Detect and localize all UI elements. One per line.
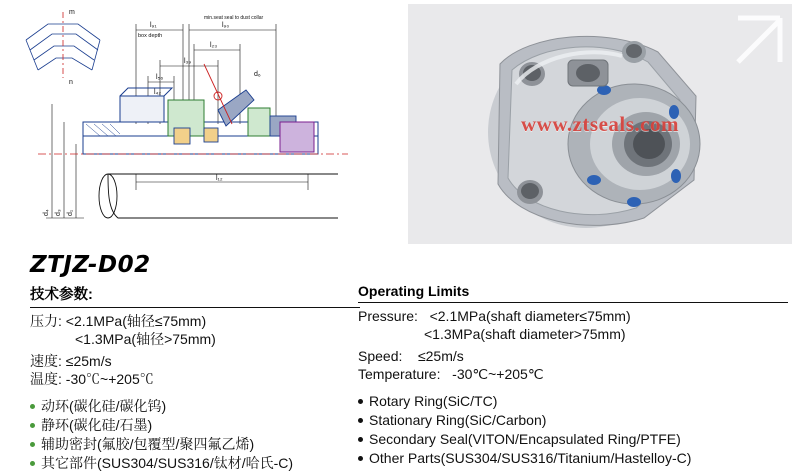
param-pressure-cn (30, 312, 360, 330)
watermark-text: www.ztseals.com (521, 112, 679, 136)
spec-heading-english: Operating Limits (358, 283, 470, 299)
label-l23: l₂₃ (210, 42, 218, 49)
param-temp-cn (30, 370, 360, 388)
label-n: n (69, 79, 73, 86)
param-speed-en-label: Speed: (358, 348, 403, 364)
bullet-dot-icon (358, 437, 363, 442)
param-pressure-en-label: Pressure: (358, 308, 418, 324)
bullet-dot-icon (30, 404, 35, 409)
param-pressure-en-value: <2.1MPa(shaft diameter≤75mm) (429, 308, 631, 324)
label-d4: d₄ (43, 209, 50, 216)
list-item (358, 430, 788, 449)
param-speed-cn (30, 352, 360, 370)
material-stationary-en: Stationary Ring(SiC/Carbon) (369, 412, 547, 428)
label-l12: l₁₂ (216, 175, 223, 182)
list-item (30, 435, 360, 454)
material-other-cn: 其它部件(SUS304/SUS316/钛材/哈氏-C) (41, 455, 294, 471)
param-temp-cn-label: 温度: (30, 371, 62, 387)
label-d1: d₁ (67, 209, 74, 216)
label-l90: l₉₀ (222, 22, 230, 29)
param-pressure2-en: <1.3MPa(shaft diameter>75mm) (424, 326, 626, 342)
list-item (358, 411, 788, 430)
material-other-en: Other Parts(SUS304/SUS316/Titanium/Hastelloy-C) (369, 450, 692, 466)
bullet-dot-icon (30, 442, 35, 447)
spec-column-chinese (30, 283, 360, 473)
param-speed-en-value: ≤25m/s (417, 348, 464, 364)
material-rotary-en: Rotary Ring(SiC/TC) (369, 393, 498, 409)
bullet-dot-icon (358, 418, 363, 423)
material-list-chinese (30, 397, 360, 473)
param-temp-en-label: Temperature: (358, 366, 441, 382)
label-l56: l₅₆ (156, 74, 164, 81)
param-temp-en (358, 365, 788, 383)
bullet-dot-icon (358, 399, 363, 404)
material-list-english (358, 392, 788, 468)
param-speed-cn-value: ≤25m/s (65, 353, 112, 369)
param-temp-en-value: -30℃~+205℃ (452, 366, 544, 382)
bullet-dot-icon (358, 456, 363, 461)
spec-column-english (358, 283, 788, 468)
list-item (358, 392, 788, 411)
spec-heading-chinese: 技术参数: (30, 287, 93, 303)
label-l90-note: min.seat seal to dust collar (204, 15, 264, 21)
bullet-dot-icon (30, 461, 35, 466)
material-stationary-cn: 静环(碳化硅/石墨) (41, 417, 153, 433)
list-item (358, 449, 788, 468)
param-pressure2-cn: <1.3MPa(轴径>75mm) (75, 331, 216, 347)
list-item (30, 454, 360, 473)
material-rotary-cn: 动环(碳化硅/碳化钨) (41, 398, 167, 414)
product-photo (408, 4, 792, 244)
material-secondary-en: Secondary Seal(VITON/Encapsulated Ring/PTFE) (369, 431, 681, 447)
technical-drawing-svg (8, 4, 396, 244)
bullet-dot-icon (30, 423, 35, 428)
divider-right (358, 302, 788, 303)
param-pressure-cn-value: <2.1MPa(轴径≤75mm) (65, 313, 207, 329)
technical-drawing (8, 4, 396, 244)
param-speed-cn-label: 速度: (30, 353, 62, 369)
material-secondary-cn: 辅助密封(氟胶/包覆型/聚四氟乙烯) (41, 436, 255, 452)
label-m: m (69, 9, 75, 16)
param-pressure-en (358, 307, 788, 325)
divider-left (30, 307, 360, 308)
label-l42: l₄₂ (154, 89, 162, 96)
label-l39: l₃₉ (184, 58, 192, 65)
param-speed-en (358, 347, 788, 365)
param-pressure-cn-label: 压力: (30, 313, 62, 329)
label-l91: l₉₁ (150, 22, 157, 29)
list-item (30, 397, 360, 416)
page-title: ZTJZ-D02 (30, 252, 151, 278)
specifications-area (0, 283, 800, 475)
label-l91-note: box depth (138, 33, 163, 39)
param-temp-cn-value: -30℃~+205℃ (65, 371, 154, 387)
label-d3: d₃ (55, 209, 62, 216)
label-d6: d₆ (254, 71, 261, 78)
list-item (30, 416, 360, 435)
